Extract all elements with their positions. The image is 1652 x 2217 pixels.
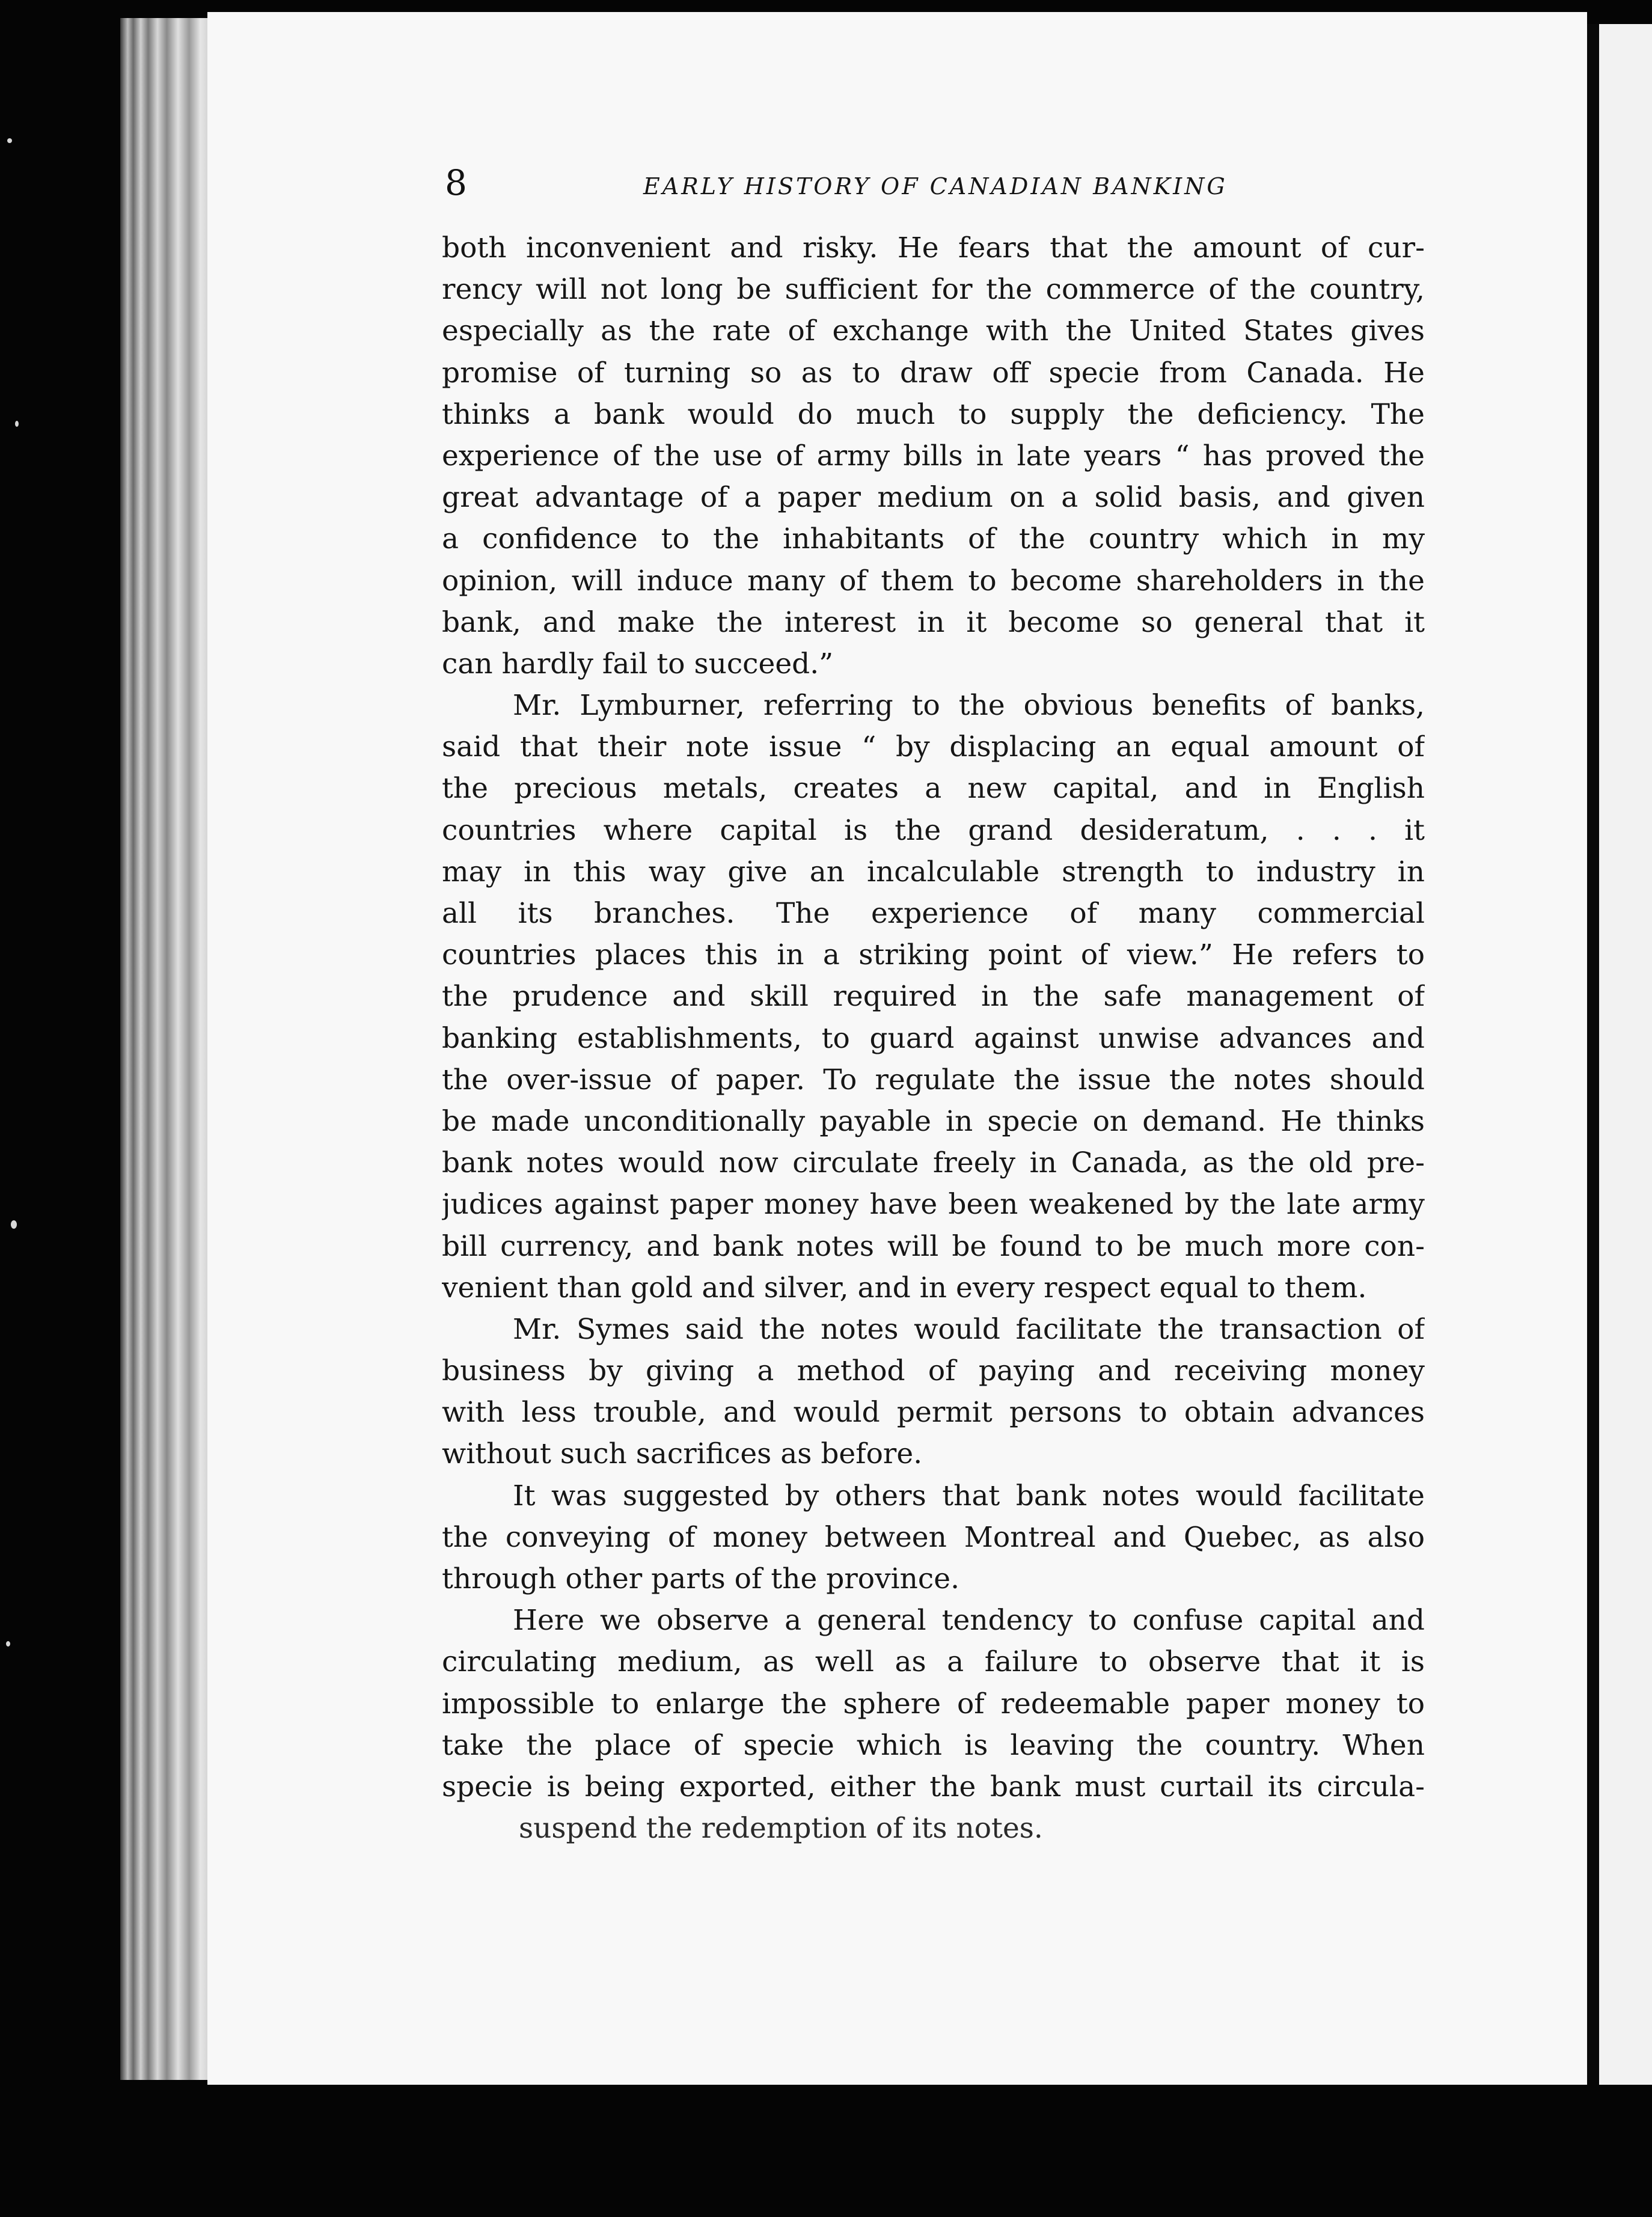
text-line: countries where capital is the grand desideratum, . . . it [442,813,1425,847]
text-line: Mr. Symes said the notes would facilitate the transaction of [513,1312,1425,1346]
text-line: business by giving a method of paying and receiving money [442,1354,1425,1388]
text-line: Here we observe a general tendency to confuse capital and [513,1604,1425,1638]
adjacent-page-edge [1599,24,1652,2085]
text-line: specie is being exported, either the bank must curtail its circula- [442,1770,1425,1803]
page-header [445,162,1431,216]
body-text [442,227,1425,1849]
partial-text-line: suspend the redemption of its notes. [519,1812,1043,1845]
running-head: EARLY HISTORY OF CANADIAN BANKING [643,173,1228,200]
text-line: a confidence to the inhabitants of the country which in my [442,522,1425,556]
paragraph [442,227,1425,685]
text-line: may in this way give an incalculable strength to industry in [442,855,1425,888]
text-line: banking establishments, to guard against unwise advances and [442,1021,1425,1055]
scan-speck [6,1641,10,1647]
text-line: both inconvenient and risky. He fears that the amount of cur- [442,231,1425,265]
text-line: with less trouble, and would permit persons to obtain advances [442,1396,1425,1430]
text-line: promise of turning so as to draw off specie from Canada. He [442,356,1425,390]
text-line: all its branches. The experience of many commercial [442,897,1425,930]
scan-speck [7,138,12,143]
text-line: rency will not long be sufficient for the commerce of the country, [442,273,1425,307]
scan-speck [11,1220,17,1229]
text-line: through other parts of the province. [442,1562,960,1595]
text-line: bank, and make the interest in it become so general that it [442,605,1425,639]
text-line: said that their note issue “ by displacing an equal amount of [442,730,1425,764]
text-line: It was suggested by others that bank notes would facilitate [513,1479,1425,1512]
text-line: great advantage of a paper medium on a solid basis, and given [442,481,1425,515]
paragraph [442,1600,1425,1808]
text-line: especially as the rate of exchange with the United States gives [442,314,1425,348]
text-line: bill currency, and bank notes will be found to be much more con- [442,1229,1425,1263]
text-line: thinks a bank would do much to supply the deficiency. The [442,397,1425,431]
text-line: Mr. Lymburner, referring to the obvious benefits of banks, [513,689,1425,723]
page-edge-stack [120,18,213,2080]
text-line: the conveying of money between Montreal and Quebec, as also [442,1520,1425,1554]
page-number: 8 [445,162,467,203]
text-line: judices against paper money have been weakened by the late army [442,1188,1425,1222]
text-line: opinion, will induce many of them to become shareholders in the [442,564,1425,598]
text-line: can hardly fail to succeed.” [442,647,834,680]
text-line: countries places this in a striking point of view.” He refers to [442,938,1425,972]
text-line: be made unconditionally payable in specie on demand. He thinks [442,1104,1425,1138]
text-line: impossible to enlarge the sphere of redeemable paper money to [442,1687,1425,1720]
text-line: circulating medium, as well as a failure to observe that it is [442,1645,1425,1679]
text-line: the prudence and skill required in the safe management of [442,980,1425,1014]
gutter-shadow [1587,24,1599,2080]
text-line: venient than gold and silver, and in every respect equal to them. [442,1271,1367,1304]
text-line: without such sacrifices as before. [442,1437,923,1471]
paragraph [442,1309,1425,1475]
text-line: take the place of specie which is leaving the country. When [442,1728,1425,1762]
text-line: the precious metals, creates a new capital, and in English [442,772,1425,806]
scan-speck [15,421,19,427]
text-line: the over-issue of paper. To regulate the issue the notes should [442,1063,1425,1096]
paragraph [442,1475,1425,1600]
text-line: bank notes would now circulate freely in Canada, as the old pre- [442,1146,1425,1180]
paragraph [442,685,1425,1309]
text-line: experience of the use of army bills in late years “ has proved the [442,439,1425,472]
